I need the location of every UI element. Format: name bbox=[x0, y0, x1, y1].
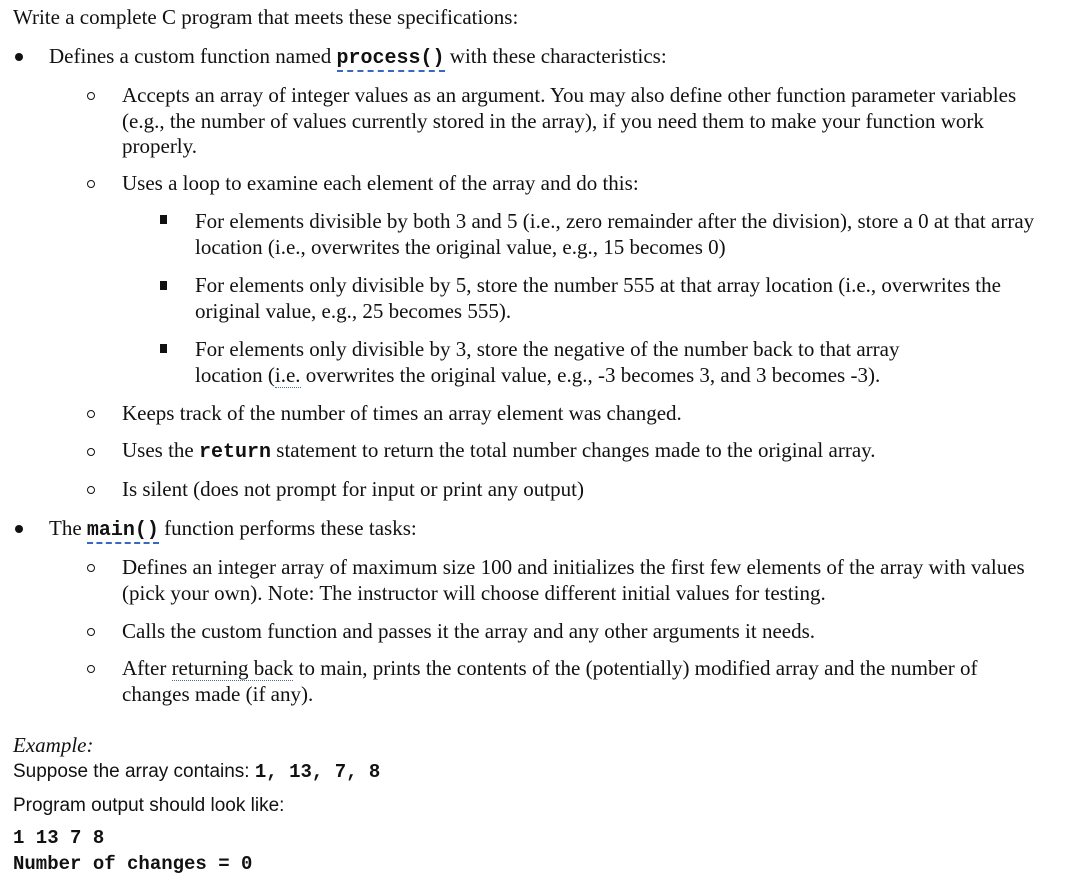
output-line-array: 1 13 7 8 bbox=[13, 827, 105, 849]
circle-bullet-icon bbox=[87, 448, 95, 456]
bullet-process-post: with these characteristics: bbox=[444, 44, 667, 68]
item-return-post: statement to return the total number changes made to the original array. bbox=[271, 438, 876, 462]
item-after-post: to main, prints the contents of the (potentially) modified array and the number of changes made (if any). bbox=[122, 656, 978, 706]
bullet-process-pre: Defines a custom function named bbox=[49, 44, 337, 68]
subitem-divisible-3-pre: For elements only divisible by 3, store the negative of the number back to that array location ( bbox=[195, 337, 900, 387]
circle-bullet-icon bbox=[87, 486, 95, 494]
suppose-line bbox=[13, 761, 380, 783]
square-bullet-icon bbox=[160, 215, 167, 224]
item-defines: Defines an integer array of maximum size 100 and initializes the first few elements of the array with values (pick your own). Note: The instructor will choose different initial values for testing. bbox=[122, 555, 1025, 605]
circle-bullet-icon bbox=[87, 564, 95, 572]
suppose-values: 1, 13, 7, 8 bbox=[254, 761, 381, 783]
item-accepts: Accepts an array of integer values as an argument. You may also define other function parameter variables (e.g., the number of values currently stored in the array), if you need them to make your function work properly. bbox=[122, 83, 1017, 158]
intro-text: Write a complete C program that meets these specifications: bbox=[13, 5, 519, 29]
item-silent: Is silent (does not prompt for input or print any output) bbox=[122, 477, 584, 501]
example-heading: Example: bbox=[13, 733, 94, 757]
square-bullet-icon bbox=[160, 344, 167, 353]
bullet-dot-icon bbox=[15, 525, 23, 533]
bullet-process-function bbox=[49, 44, 667, 72]
subitem-divisible-3-post: overwrites the original value, e.g., -3 becomes 3, and 3 becomes -3). bbox=[300, 362, 881, 387]
circle-bullet-icon bbox=[87, 410, 95, 418]
suppose-pre: Suppose the array contains: bbox=[13, 761, 255, 782]
subitem-divisible-3 bbox=[195, 337, 965, 388]
bullet-main-pre: The bbox=[49, 516, 87, 540]
item-after-pre: After bbox=[122, 656, 172, 680]
bullet-main-post: function performs these tasks: bbox=[158, 516, 417, 540]
item-return bbox=[122, 438, 876, 466]
item-after bbox=[122, 656, 1022, 707]
square-bullet-icon bbox=[160, 281, 167, 290]
bullet-main-function bbox=[49, 516, 417, 544]
item-return-pre: Uses the bbox=[122, 438, 199, 462]
subitem-divisible-5: For elements only divisible by 5, store the number 555 at that array location (i.e., overwrites the original value, e.g., 25 becomes 555). bbox=[195, 273, 1001, 323]
item-loop: Uses a loop to examine each element of the array and do this: bbox=[122, 171, 639, 195]
circle-bullet-icon bbox=[87, 92, 95, 100]
item-calls: Calls the custom function and passes it the array and any other arguments it needs. bbox=[122, 619, 816, 643]
bullet-dot-icon bbox=[15, 53, 23, 61]
subitem-divisible-3-and-5: For elements divisible by both 3 and 5 (i.e., zero remainder after the division), store a 0 at that array location (i.e., overwrites the original value, e.g., 15 becomes 0) bbox=[195, 209, 1035, 259]
main-code: main() bbox=[86, 519, 159, 542]
process-code: process() bbox=[336, 47, 445, 70]
ie-abbreviation: i.e. bbox=[274, 362, 301, 387]
output-line-changes: Number of changes = 0 bbox=[13, 853, 253, 875]
circle-bullet-icon bbox=[87, 180, 95, 188]
circle-bullet-icon bbox=[87, 628, 95, 636]
output-label: Program output should look like: bbox=[13, 795, 285, 816]
returning-back-phrase: returning back bbox=[171, 656, 294, 680]
item-track: Keeps track of the number of times an array element was changed. bbox=[122, 401, 682, 425]
circle-bullet-icon bbox=[87, 665, 95, 673]
return-code: return bbox=[199, 441, 272, 464]
